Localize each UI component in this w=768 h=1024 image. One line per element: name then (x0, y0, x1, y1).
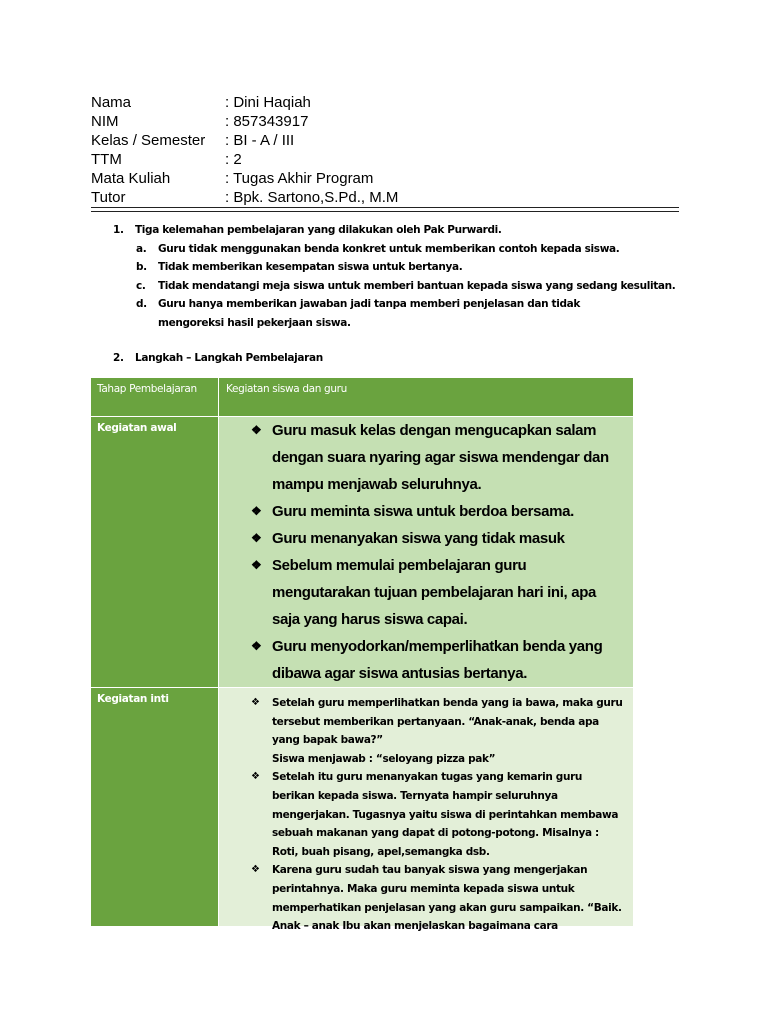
identity-value: : Tugas Akhir Program (225, 170, 374, 187)
diamond-bullet-icon: ❖ (251, 423, 262, 437)
identity-row-ttm (91, 150, 681, 169)
list-text: Guru menyodorkan/memperlihatkan benda yang dibawa agar siswa antusias bertanya. (272, 638, 603, 682)
identity-value: : Dini Haqiah (225, 94, 311, 111)
section-heading-row (113, 349, 613, 367)
identity-block (91, 93, 681, 207)
list-item (113, 295, 683, 332)
list-text: Setelah itu guru menanyakan tugas yang kemarin guru berikan kepada siswa. Ternyata hampir seluruhnya mengerjakan. Tugasnya yaitu siswa di perintahkan membawa sebuah makanan yang dapat di potong-potong. Misalnya : Roti, buah pisang, apel,semangka dsb. (272, 771, 619, 858)
diamond-bullet-icon: ❖ (251, 864, 260, 876)
student-answer: Siswa menjawab : “seloyang pizza pak” (272, 752, 496, 765)
list-item (219, 417, 625, 498)
list-text: Karena guru sudah tau banyak siswa yang mengerjakan perintahnya. Maka guru meminta kepada siswa untuk memperhatikan penjelasan yang akan guru sampaikan. “Baik. Anak – anak Ibu akan menjelaskan bagaimana cara (272, 864, 622, 933)
identity-value: : Bpk. Sartono,S.Pd., M.M (225, 189, 399, 206)
identity-value: : BI - A / III (225, 132, 295, 149)
list-item (219, 633, 625, 687)
identity-label: NIM (91, 113, 119, 130)
list-text: Setelah guru memperlihatkan benda yang ia bawa, maka guru tersebut memberikan pertanyaan. “Anak-anak, benda apa yang bapak bawa?” (272, 697, 623, 747)
list-text: Tidak memberikan kesempatan siswa untuk bertanya. (158, 261, 463, 274)
identity-label: Nama (91, 94, 132, 111)
list-text: Guru menanyakan siswa yang tidak masuk (272, 530, 565, 547)
list-text: Tidak mendatangi meja siswa untuk memberi bantuan kepada siswa yang sedang kesulitan. (158, 279, 676, 292)
list-item (219, 552, 625, 633)
list-item (113, 277, 683, 296)
table-row (91, 417, 633, 688)
list-title: Tiga kelemahan pembelajaran yang dilakukan oleh Pak Purwardi. (135, 224, 502, 236)
identity-row-kelas (91, 131, 681, 150)
identity-label: Tutor (91, 189, 126, 206)
list-letter: a. (136, 242, 147, 255)
identity-row-nim (91, 112, 681, 131)
table-header-row (91, 378, 633, 417)
identity-label: Mata Kuliah (91, 170, 171, 187)
identity-label: TTM (91, 151, 122, 168)
list-letter: b. (136, 261, 147, 274)
header-cell-stage: Tahap Pembelajaran (91, 378, 219, 416)
divider-line (91, 211, 679, 212)
weakness-list (113, 221, 683, 333)
identity-row-nama (91, 93, 681, 112)
list-item (113, 221, 683, 240)
identity-label: Kelas / Semester (91, 132, 206, 149)
list-number: 1. (113, 224, 124, 236)
list-item (219, 498, 625, 525)
list-text: Guru hanya memberikan jawaban jadi tanpa memberi penjelasan dan tidak mengoreksi hasil pekerjaan siswa. (158, 298, 580, 329)
stage-label: Kegiatan awal (91, 417, 219, 687)
identity-row-mata-kuliah (91, 169, 681, 188)
diamond-bullet-icon: ❖ (251, 639, 262, 653)
list-text: Guru meminta siswa untuk berdoa bersama. (272, 503, 574, 520)
table-row (91, 688, 633, 933)
identity-value: : 2 (225, 151, 242, 168)
list-number: 2. (113, 352, 124, 364)
list-text: Sebelum memulai pembelajaran guru mengutarakan tujuan pembelajaran hari ini, apa saja yang harus siswa capai. (272, 557, 596, 628)
list-letter: d. (136, 298, 147, 311)
list-item (113, 258, 683, 277)
list-text: Guru masuk kelas dengan mengucapkan salam dengan suara nyaring agar siswa mendengar dan mampu menjawab seluruhnya. (272, 422, 609, 493)
header-cell-activity: Kegiatan siswa dan guru (219, 378, 633, 416)
diamond-bullet-icon: ❖ (251, 558, 262, 572)
diamond-bullet-icon: ❖ (251, 771, 260, 783)
list-item (219, 694, 625, 768)
list-item (219, 768, 625, 861)
diamond-bullet-icon: ❖ (251, 697, 260, 708)
list-letter: c. (136, 279, 146, 292)
section-title: Langkah – Langkah Pembelajaran (135, 352, 323, 364)
learning-steps-table (91, 378, 633, 933)
list-item (219, 525, 625, 552)
diamond-bullet-icon: ❖ (251, 504, 262, 518)
activity-cell (219, 688, 633, 933)
identity-row-tutor (91, 188, 681, 207)
activity-cell (219, 417, 633, 687)
identity-value: : 857343917 (225, 113, 309, 130)
section-heading (113, 349, 613, 367)
list-item (113, 240, 683, 259)
divider-line (91, 207, 679, 208)
list-text: Guru tidak menggunakan benda konkret untuk memberikan contoh kepada siswa. (158, 242, 620, 255)
list-item (219, 861, 625, 935)
diamond-bullet-icon: ❖ (251, 531, 262, 545)
stage-label: Kegiatan inti (91, 688, 219, 926)
